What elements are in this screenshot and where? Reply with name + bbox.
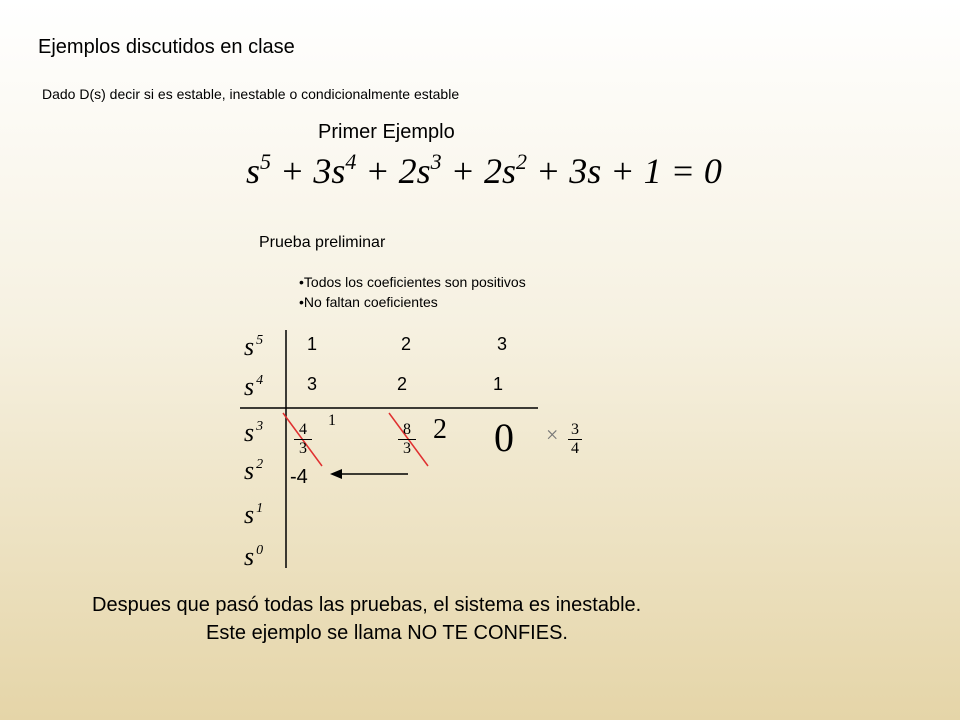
eq-term-5: 3s <box>569 151 602 191</box>
bullet-item: •No faltan coeficientes <box>299 294 438 310</box>
eq-term-1: $s^5$ <box>246 149 272 191</box>
replacement-2: 2 <box>433 414 447 445</box>
fraction-4-over-3: 4 3 <box>294 422 312 457</box>
replacement-1: 1 <box>328 412 336 429</box>
example-heading: Primer Ejemplo <box>318 121 455 143</box>
arrow-head <box>330 469 342 479</box>
slide-title: Ejemplos discutidos en clase <box>38 36 295 58</box>
eq-term-6: 1 <box>643 151 662 191</box>
bullet-item: •Todos los coeficientes son positivos <box>299 274 526 290</box>
routh-s5-c1: 1 <box>306 334 317 354</box>
row-label-s0: s $^0$ <box>244 542 264 571</box>
multiplier-fraction: 3 4 <box>568 422 582 457</box>
routh-s3-c3: 0 <box>494 415 514 460</box>
routh-s5-c3: 3 <box>496 334 507 354</box>
routh-s4-c2: 2 <box>396 374 407 394</box>
problem-statement: Dado D(s) decir si es estable, inestable o condicionalmente estable <box>42 86 460 102</box>
row-label-s1: s $^1$ <box>244 500 264 529</box>
routh-s4-c3: 1 <box>492 374 503 394</box>
routh-s2-c1: -4 <box>290 466 308 488</box>
characteristic-equation: $s^5 + 3s^4 + 2s^3 + 2s^2 + 3s + 1 = 0$ <box>246 149 722 191</box>
eq-term-2: $3s^4$ <box>313 149 357 191</box>
multiply-symbol: × <box>546 422 559 447</box>
row-label-s2: s $^2$ <box>244 456 264 485</box>
row-label-s3: s $^3$ <box>244 418 264 447</box>
fraction-8-over-3: 8 3 <box>398 422 416 457</box>
preliminary-test-heading: Prueba preliminar <box>259 234 386 251</box>
row-label-s5: s $^5$ <box>244 332 264 361</box>
conclusion-line-1: Despues que pasó todas las pruebas, el sistema es inestable. <box>92 594 642 616</box>
conclusion-line-2: Este ejemplo se llama NO TE CONFIES. <box>206 622 568 644</box>
routh-s5-c2: 2 <box>400 334 411 354</box>
eq-term-4: $2s^2$ <box>483 149 527 191</box>
routh-s4-c1: 3 <box>306 374 317 394</box>
row-label-s4: s $^4$ <box>244 372 264 401</box>
eq-term-3: $2s^3$ <box>398 149 442 191</box>
